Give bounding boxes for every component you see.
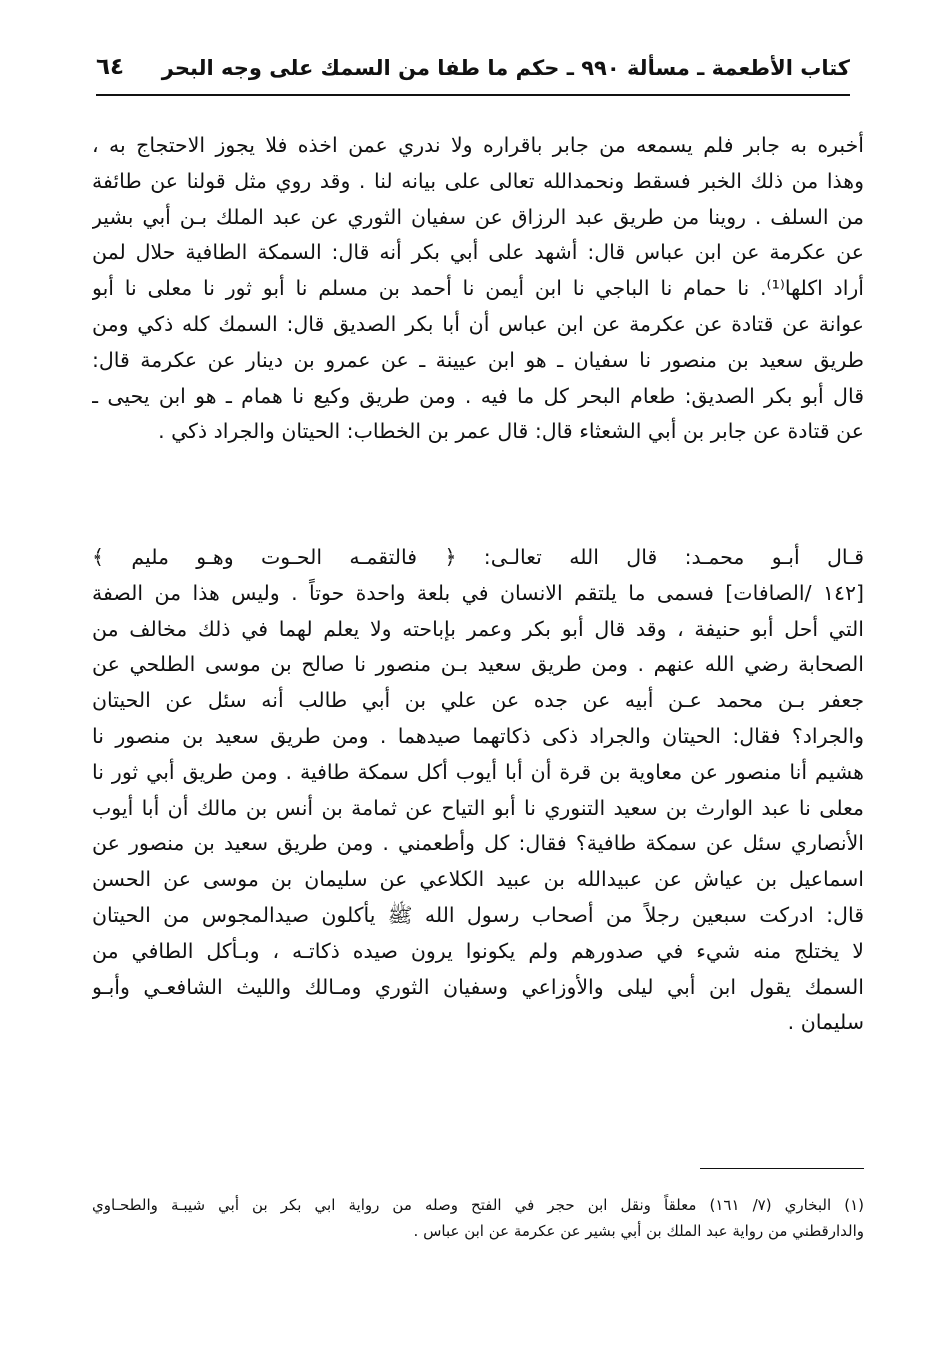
- text-line: لا يختلج منه شيء في صدورهم ولم يكونوا يرون صيده ذكاتـه ، وبـأكل الطافي من: [92, 938, 864, 963]
- text-line: سليمان .: [787, 1010, 864, 1035]
- body-paragraph-2: [92, 540, 864, 1041]
- text-line: هشيم أنا منصور عن معاوية بن قرة أن أبا أيوب أكل سمكة طافية . ومن طريق أبي ثور نا: [92, 759, 864, 784]
- text-line: معلى نا عبد الوارث بن سعيد التنوري نا أبو التياح عن ثمامة بن أنس بن مالك أن أبا أيوب: [92, 795, 864, 820]
- body-paragraph-1: [92, 128, 864, 450]
- text-line: وهذا من ذلك الخبر فسقط ونحمدالله تعالى على بيانه لنا . وقد روي مثل قولنا عن طائفة: [92, 168, 864, 193]
- text-line: عن عكرمة عن ابن عباس قال: أشهد على أبي بكر أنه قال: السمكة الطافية حلال لمن: [92, 240, 864, 265]
- footnotes: [92, 1192, 864, 1244]
- text-line: قال: ادركت سبعين رجلاً من أصحاب رسول الله ﷺ يأكلون صيدالمجوس من الحيتان: [92, 902, 864, 927]
- text-line-quran-verse: قـال أبـو محمـد: قال الله تعالـى: ﴿ فالتقمـه الحـوت وهـو مليم ﴾: [92, 545, 864, 569]
- text-line: الصحابة رضي الله عنهم . ومن طريق سعيد بـن منصور نا صالح بن موسى الطلحي عن: [92, 652, 864, 677]
- text-line: السمك يقول ابن أبي ليلى والأوزاعي وسفيان الثوري ومـالك والليث الشافعـي وأبـو: [92, 974, 864, 999]
- text-line: طريق سعيد بن منصور نا سفيان ـ هو ابن عيينة ـ عن عمرو بن دينار عن عكرمة قال:: [92, 347, 864, 372]
- text-line: [١٤٢ /الصافات] فسمى ما يلتقم الانسان في بلعة واحدة حوتاً . وليس هذا من الصفة: [92, 580, 864, 605]
- text-line-footnote-ref: أراد اكلها⁽¹⁾. نا حمام نا الباجي نا ابن أيمن نا أحمد بن مسلم نا أبو ثور نا معلى نا أبو: [92, 276, 864, 301]
- footnote-line: والدارقطني من رواية عبد الملك بن أبي بشير عن عكرمة عن ابن عباس .: [413, 1222, 864, 1240]
- text-line: عن قتادة عن جابر بن أبي الشعثاء قال: قال عمر بن الخطاب: الحيتان والجراد ذكي .: [158, 419, 864, 444]
- text-line: والجراد؟ فقال: الحيتان والجراد ذكى ذكاتهما صيدهما . ومن طريق سعيد بن منصور نا: [92, 723, 864, 748]
- text-line: أخبره به جابر فلم يسمعه من جابر باقراره ولا ندري عمن اخذه فلا يجوز الاحتجاج به ،: [92, 133, 864, 157]
- text-line: قال أبو بكر الصديق: طعام البحر كل ما فيه . ومن طريق وكيع نا همام ـ هو ابن يحيى ـ: [92, 383, 864, 408]
- text-line: جعفر بـن محمد عـن أبيه عن جده عن علي بن أبي طالب أنه سئل عن الحيتان: [92, 688, 864, 713]
- footnote-line: (١) البخاري (٧/ ١٦١) معلقاً ونقل ابن حجر في الفتح وصله من رواية ابي بكر بن أبي شيبـة والطحـاوي: [92, 1196, 864, 1214]
- text-line: من السلف . روينا من طريق عبد الرزاق عن سفيان الثوري عن عبد الملك بـن أبي بشير: [92, 204, 864, 229]
- footnote-divider: [700, 1168, 864, 1169]
- text-line: عوانة عن قتادة عن عكرمة عن ابن عباس أن أبا بكر الصديق قال: السمك كله ذكي ومن: [92, 311, 864, 336]
- text-line: التي أحل أبو حنيفة ، وقد قال أبو بكر وعمر بإباحته ولا يعلم لهما في ذلك مخالف من: [92, 616, 864, 641]
- text-line: الأنصاري سئل عن سمكة طافية؟ فقال: كل وأطعمني . ومن طريق سعيد بن منصور عن: [92, 831, 864, 856]
- page-number: ٦٤: [96, 54, 125, 80]
- running-header: [96, 54, 850, 96]
- text-line: اسماعيل بن عياش عن عبيدالله بن عبيد الكلاعي عن سليمان بن موسى عن الحسن: [92, 867, 864, 892]
- running-header-title: كتاب الأطعمة ـ مسألة ٩٩٠ ـ حكم ما طفا من السمك على وجه البحر: [161, 56, 850, 80]
